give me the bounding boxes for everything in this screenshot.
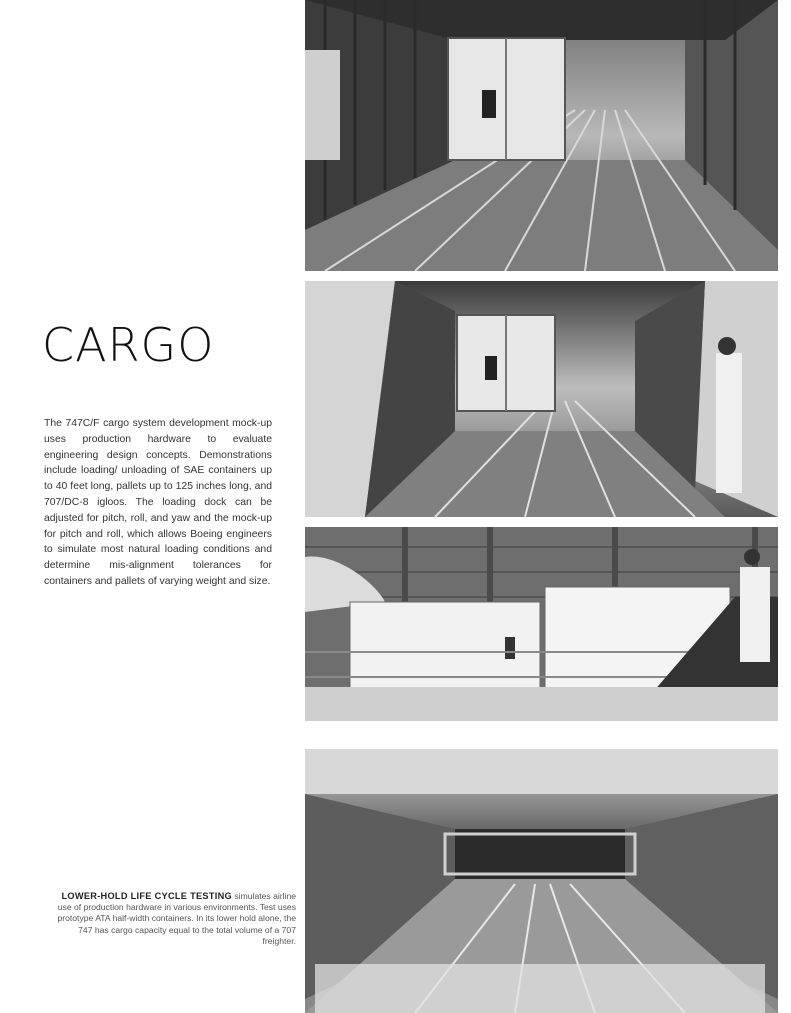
page-title: CARGO — [42, 318, 215, 372]
photo-cargo-deck-container — [305, 0, 778, 271]
caption-text: simulates airline use of production hardware in various environments. Test uses prototype ATA half-width containers. In its lower hold alone, the 747 has cargo capacity equal to the total volume of a 707 freighter. — [57, 891, 296, 946]
photo-caption — [50, 891, 296, 947]
photo-cargo-mockup-inspector — [305, 281, 778, 517]
body-paragraph: The 747C/F cargo system development mock-up uses production hardware to evaluate engineering design concepts. Demonstrations include loading/ unloading of SAE containers up to 40 feet long, pallets up to 125 inches long, and 707/DC-8 igloos. The loading dock can be adjusted for pitch, roll, and yaw and the mock-up for pitch and roll, which allows Boeing engineers to simulate most natural loading conditions and determine mis-alignment tolerances for containers and pallets of varying weight and size. — [44, 418, 272, 587]
photo-loading-dock — [305, 527, 778, 721]
caption-lead: LOWER-HOLD LIFE CYCLE TESTING — [61, 891, 232, 901]
photo-lower-hold-testing — [305, 749, 778, 1013]
